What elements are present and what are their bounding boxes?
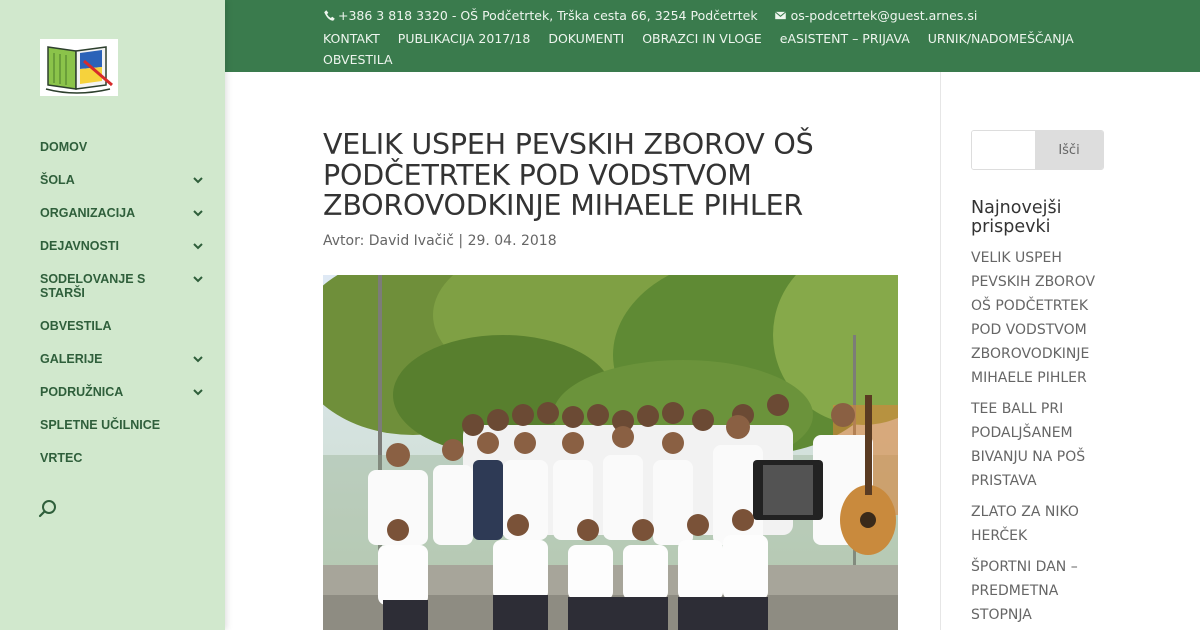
nav-item-podruznica[interactable] xyxy=(40,377,210,410)
nav-item-label: DEJAVNOSTI xyxy=(40,239,119,253)
search-button[interactable]: Išči xyxy=(1035,131,1103,169)
top-menu-easistent-prijava[interactable]: eASISTENT – PRIJAVA xyxy=(779,31,910,46)
nav-item-label: GALERIJE xyxy=(40,352,103,366)
nav-item-label: SODELOVANJE S STARŠI xyxy=(40,272,146,300)
contact-info xyxy=(323,8,977,23)
recent-posts-list xyxy=(971,246,1096,630)
nav-item-sodelovanje-s-starsi[interactable] xyxy=(40,264,210,311)
nav-item-sola[interactable] xyxy=(40,165,210,198)
post-meta xyxy=(323,233,557,249)
nav-item-organizacija[interactable] xyxy=(40,198,210,231)
envelope-icon xyxy=(774,9,787,22)
recent-post-link[interactable]: VELIK USPEH PEVSKIH ZBOROV OŠ PODČETRTEK POD VODSTVOM ZBOROVODKINJE MIHAELE PIHLER xyxy=(971,250,1096,386)
top-menu-dokumenti[interactable]: DOKUMENTI xyxy=(548,31,625,46)
nav-item-label: PODRUŽNICA xyxy=(40,385,124,399)
search-icon[interactable] xyxy=(38,499,58,519)
nav-item-label: OBVESTILA xyxy=(40,319,112,333)
recent-post-link[interactable]: ŠPORTNI DAN – PREDMETNA STOPNJA xyxy=(971,559,1078,623)
nav-item-spletne-ucilnice[interactable] xyxy=(40,410,210,443)
nav-item-domov[interactable] xyxy=(40,132,210,165)
meta-separator: | xyxy=(453,233,468,249)
recent-post-link[interactable]: ZLATO ZA NIKO HERČEK xyxy=(971,504,1079,544)
contact-phone: +386 3 818 3320 - OŠ Podčetrtek, Trška cesta 66, 3254 Podčetrtek xyxy=(338,8,758,23)
article-title: VELIK USPEH PEVSKIH ZBOROV OŠ PODČETRTEK POD VODSTVOM ZBOROVODKINJE MIHAELE PIHLER xyxy=(323,128,814,222)
top-menu xyxy=(323,28,1083,70)
chevron-down-icon[interactable] xyxy=(192,386,204,398)
nav-item-label: ŠOLA xyxy=(40,173,75,187)
top-menu-kontakt[interactable]: KONTAKT xyxy=(323,31,380,46)
featured-image[interactable] xyxy=(323,275,898,630)
top-menu-obvestila[interactable]: OBVESTILA xyxy=(323,52,393,67)
nav-item-label: SPLETNE UČILNICE xyxy=(40,418,161,432)
contact-email[interactable]: os-podcetrtek@guest.arnes.si xyxy=(790,8,978,23)
content-divider xyxy=(940,72,941,630)
nav-item-galerije[interactable] xyxy=(40,344,210,377)
main-navigation xyxy=(40,132,210,476)
nav-item-vrtec[interactable] xyxy=(40,443,210,476)
top-header xyxy=(225,0,1200,72)
meta-prefix: Avtor: xyxy=(323,233,369,249)
school-logo[interactable] xyxy=(40,39,118,96)
sidebar-search-form xyxy=(971,130,1104,170)
post-date: 29. 04. 2018 xyxy=(467,233,557,249)
chevron-down-icon[interactable] xyxy=(192,273,204,285)
recent-post-link[interactable]: TEE BALL PRI PODALJŠANEM BIVANJU NA POŠ PRISTAVA xyxy=(971,401,1086,489)
nav-item-label: ORGANIZACIJA xyxy=(40,206,136,220)
top-menu-urnik-nadomescanja[interactable]: URNIK/NADOMEŠČANJA xyxy=(927,31,1074,46)
sidebar xyxy=(0,0,225,630)
chevron-down-icon[interactable] xyxy=(192,174,204,186)
search-input[interactable] xyxy=(972,131,1035,169)
chevron-down-icon[interactable] xyxy=(192,353,204,365)
top-menu-publikacija[interactable]: PUBLIKACIJA 2017/18 xyxy=(397,31,531,46)
contact-email-wrap[interactable] xyxy=(774,8,978,23)
chevron-down-icon[interactable] xyxy=(192,207,204,219)
nav-item-dejavnosti[interactable] xyxy=(40,231,210,264)
nav-item-label: VRTEC xyxy=(40,451,83,465)
nav-item-obvestila[interactable] xyxy=(40,311,210,344)
phone-icon xyxy=(323,9,336,22)
top-menu-obrazci-in-vloge[interactable]: OBRAZCI IN VLOGE xyxy=(642,31,762,46)
recent-posts-title: Najnovejši prispevki xyxy=(971,198,1062,237)
nav-item-label: DOMOV xyxy=(40,140,88,154)
chevron-down-icon[interactable] xyxy=(192,240,204,252)
post-author-link[interactable]: David Ivačič xyxy=(368,233,454,249)
